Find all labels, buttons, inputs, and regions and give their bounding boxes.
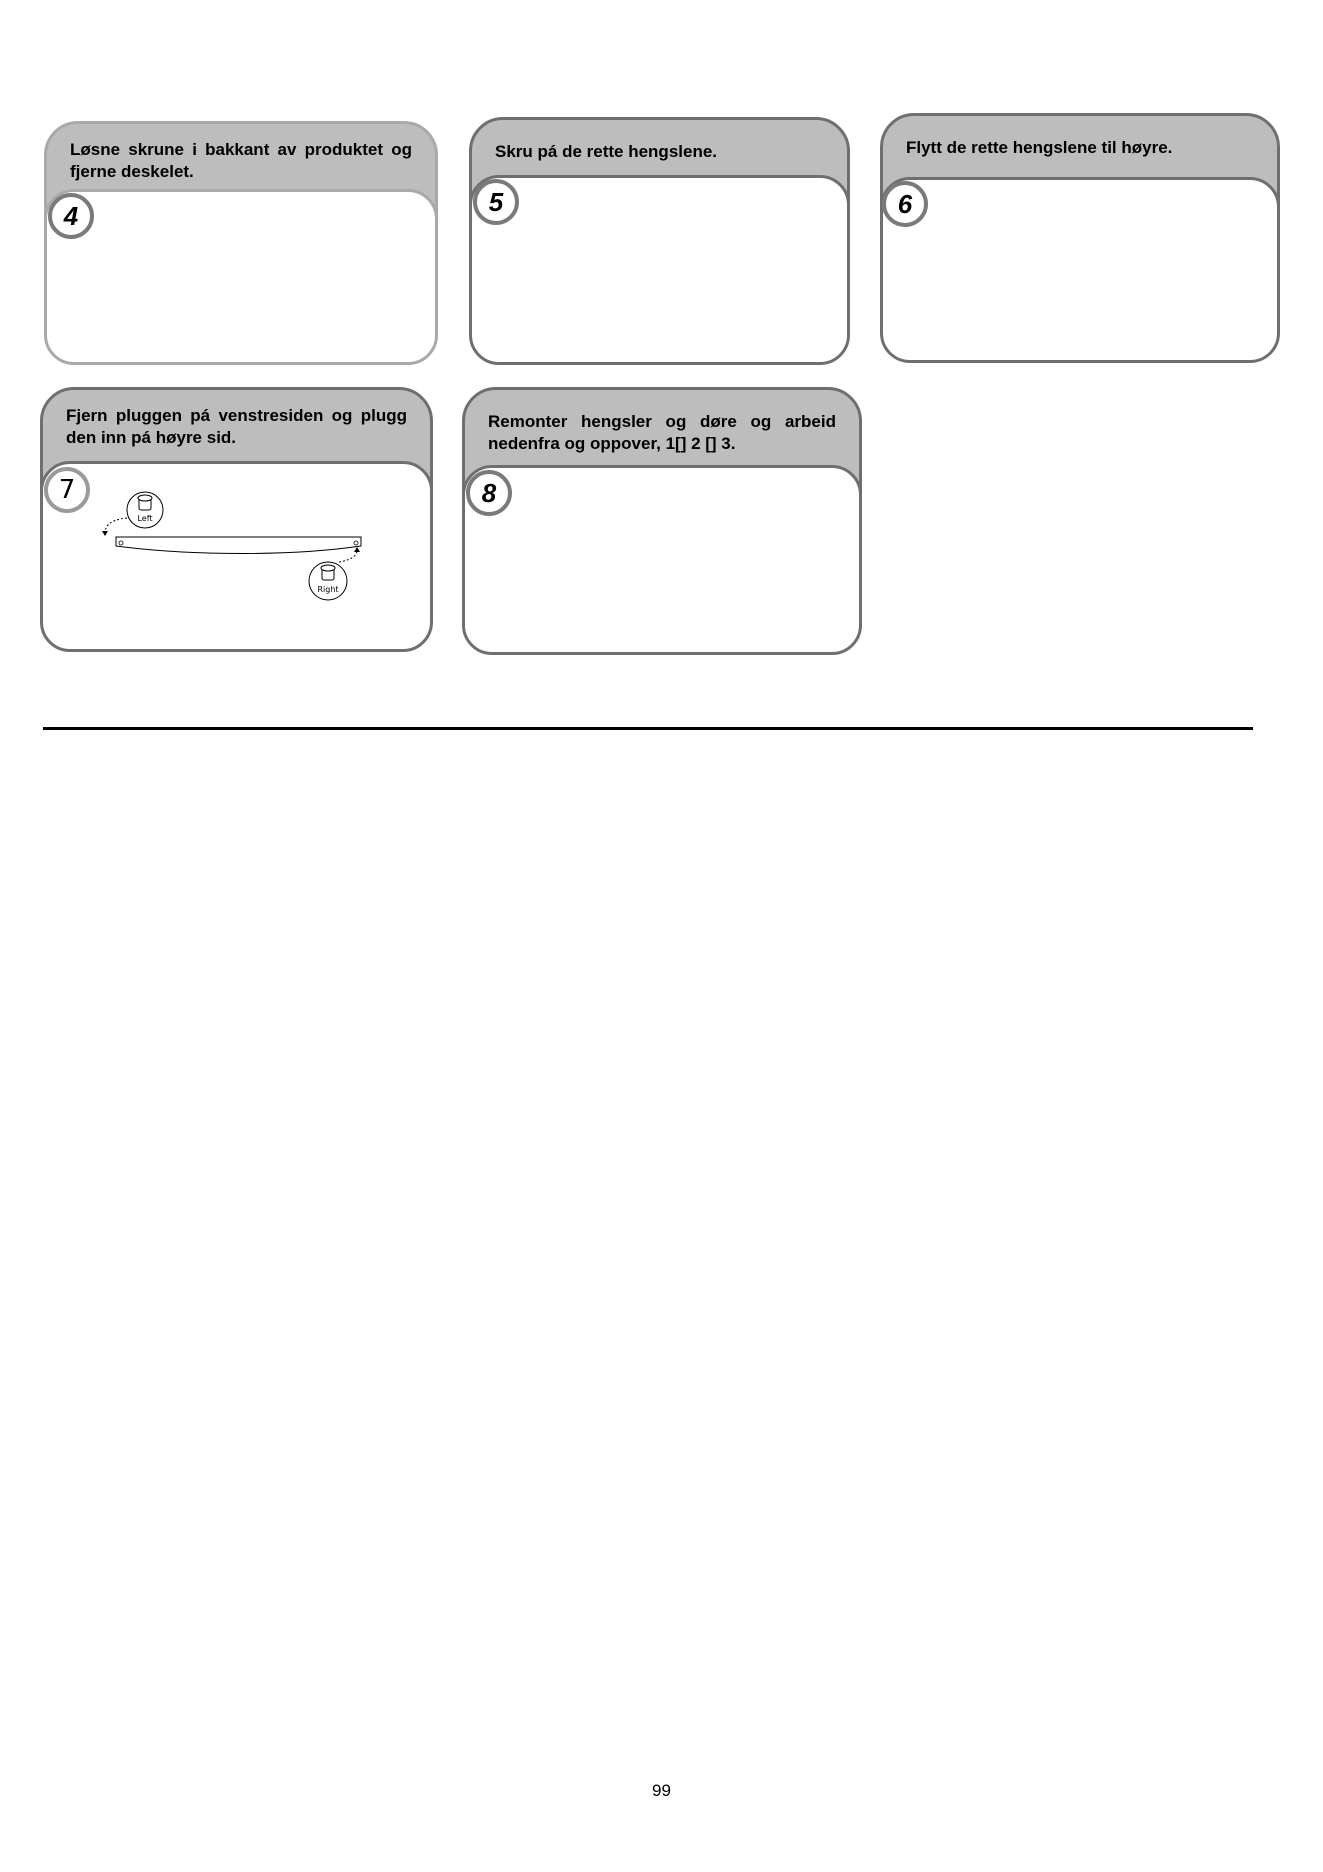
step-instruction: Remonter hengsler og døre og arbeid nedenfra og oppover, 1[] 2 [] 3.: [488, 412, 836, 453]
left-plug-icon: [127, 492, 163, 528]
step-illustration-area: [40, 461, 433, 652]
step-instruction: Fjern pluggen pá venstresiden og plugg den inn pá høyre sid.: [66, 406, 407, 447]
step-number-badge: 7: [44, 467, 90, 513]
step-number-badge: 4: [48, 193, 94, 239]
step-card-4: [44, 121, 438, 365]
step-card-7: [40, 387, 433, 652]
section-divider: [43, 727, 1253, 730]
top-cover-bar: [116, 537, 361, 554]
step-card-6: [880, 113, 1280, 363]
right-label: Right: [317, 585, 339, 594]
step-instruction: Flytt de rette hengslene til høyre.: [906, 138, 1173, 157]
step-number-badge: 5: [473, 179, 519, 225]
page-number: 99: [652, 1781, 671, 1800]
step-illustration-area: [880, 177, 1280, 363]
hinge-cover-illustration: [43, 464, 430, 649]
right-plug-icon: [309, 562, 347, 600]
step-instruction: Løsne skrune i bakkant av produktet og fjerne deskelet.: [70, 140, 412, 181]
step-card-5: [469, 117, 850, 365]
step-card-8: [462, 387, 862, 655]
step-number-badge: 6: [882, 181, 928, 227]
step-illustration-area: [44, 189, 438, 365]
step-illustration-area: [469, 175, 850, 365]
step-number-badge: 8: [466, 470, 512, 516]
left-label: Left: [137, 514, 153, 523]
step-illustration-area: [462, 465, 862, 655]
step-instruction: Skru pá de rette hengslene.: [495, 142, 718, 161]
